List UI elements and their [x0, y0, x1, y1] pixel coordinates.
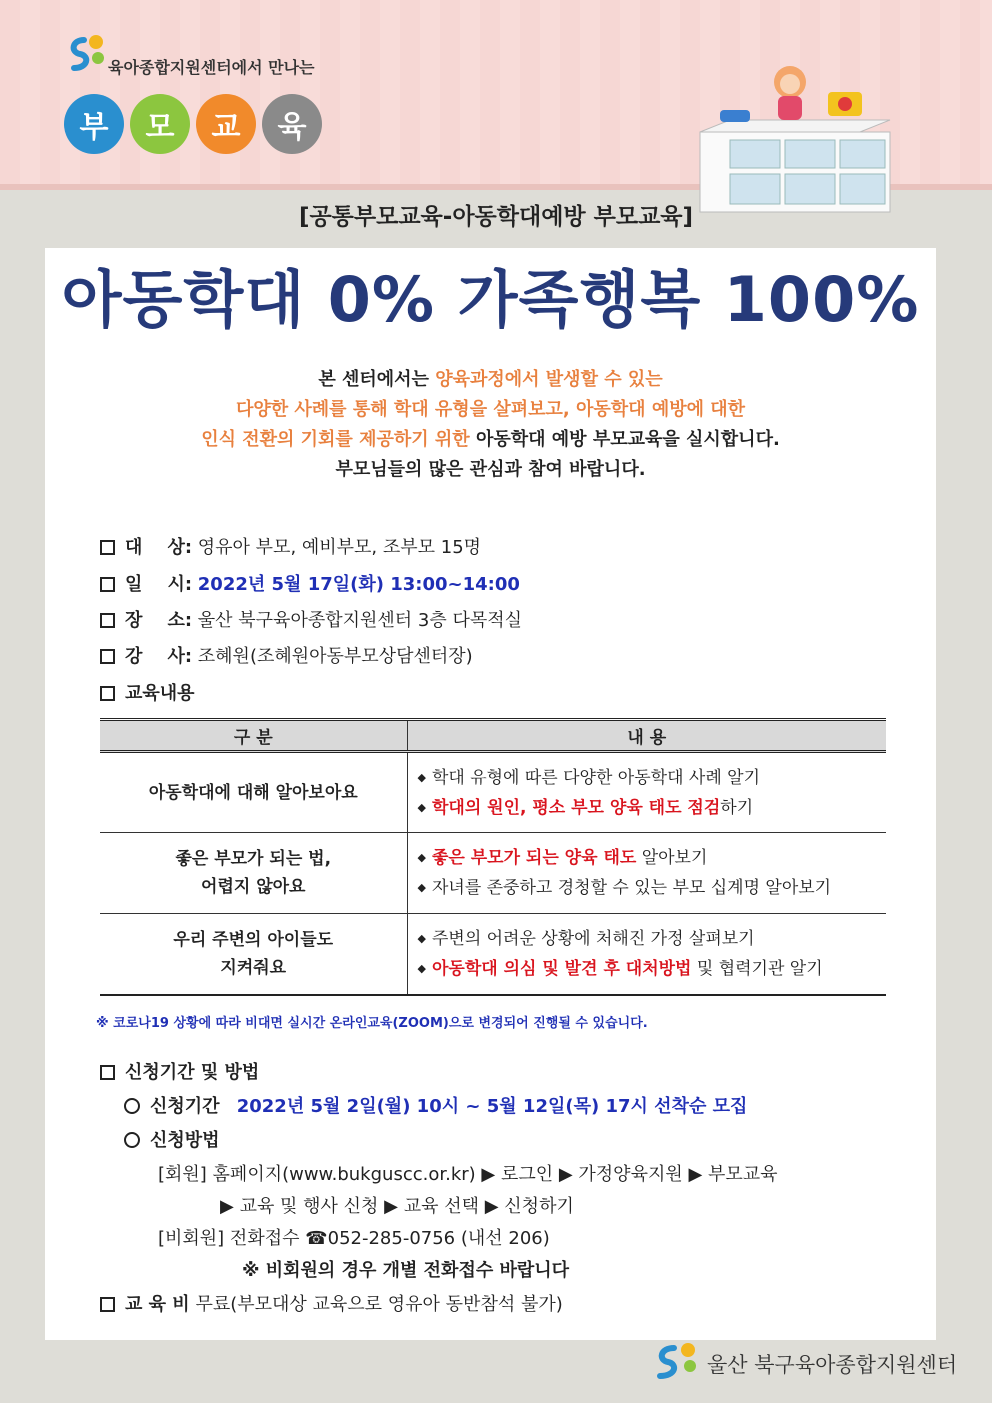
list-item: ◆ 학대의 원인, 평소 부모 양육 태도 점검하기 — [417, 797, 754, 818]
circle-bullet-icon — [124, 1098, 140, 1114]
info-place: 장 소: 울산 북구육아종합지원센터 3층 다목적실 — [100, 606, 522, 632]
apply-period: 신청기간 2022년 5월 2일(월) 10시 ~ 5월 12일(목) 17시 선착순 모집 — [124, 1092, 747, 1118]
nonmember-note: ※ 비회원의 경우 개별 전화접수 바랍니다 — [242, 1260, 570, 1281]
info-lecturer: 강 사: 조혜원(조혜원아동부모상담센터장) — [100, 642, 473, 668]
checkbox-icon — [100, 613, 115, 628]
intro-line3-black: 아동학대 예방 부모교육을 실시합니다. — [475, 429, 780, 450]
member-method-line2: ▶ 교육 및 행사 신청 ▶ 교육 선택 ▶ 신청하기 — [220, 1196, 574, 1217]
list-item: ◆ 주변의 어려운 상황에 처해진 가정 살펴보기 — [417, 928, 755, 949]
education-table — [100, 718, 886, 996]
checkbox-icon — [100, 1065, 115, 1080]
checkbox-icon — [100, 649, 115, 664]
subtitle: [공통부모교육-아동학대예방 부모교육] — [298, 204, 694, 230]
title-char-2: 모 — [130, 94, 190, 154]
row-category: 지켜줘요 — [220, 957, 287, 978]
table-row — [100, 914, 886, 995]
info-target: 대 상: 영유아 부모, 예비부모, 조부모 15명 — [100, 533, 481, 559]
checkbox-icon — [100, 540, 115, 555]
list-item: ◆ 학대 유형에 따른 다양한 아동학대 사례 알기 — [417, 767, 760, 788]
intro-line1-orange: 양육과정에서 발생할 수 있는 — [435, 369, 663, 390]
checkbox-icon — [100, 1297, 115, 1312]
nonmember-method: [비회원] 전화접수 ☎052-285-0756 (내선 206) — [158, 1228, 550, 1249]
title-circles — [64, 94, 322, 154]
info-content: 교육내용 — [100, 679, 195, 705]
footer-org-name: 울산 북구육아종합지원센터 — [707, 1353, 958, 1377]
checkbox-icon — [100, 686, 115, 701]
list-item: ◆ 좋은 부모가 되는 양육 태도 알아보기 — [417, 848, 708, 868]
table-header-category: 구 분 — [100, 720, 407, 752]
intro-line4: 부모님들의 많은 관심과 참여 바랍니다. — [335, 459, 646, 480]
intro-line2: 다양한 사례를 통해 학대 유형을 살펴보고, 아동학대 예방에 대한 — [235, 399, 746, 420]
title-char-3: 교 — [196, 94, 256, 154]
row-category: 아동학대에 대해 알아보아요 — [148, 782, 358, 803]
list-item: ◆ 아동학대 의심 및 발견 후 대처방법 및 협력기관 알기 — [417, 958, 823, 979]
logo-caption: 육아종합지원센터에서 만나는 — [108, 58, 315, 77]
member-method-line1: [회원] 홈페이지(www.bukguscc.or.kr) ▶ 로그인 ▶ 가정양육지원 ▶ 부모교육 — [158, 1164, 778, 1185]
footer-logo-icon — [650, 1340, 700, 1382]
apply-title: 신청기간 및 방법 — [100, 1058, 259, 1084]
row-category: 우리 주변의 아이들도 — [173, 929, 334, 950]
intro-line1-black: 본 센터에서는 — [318, 369, 436, 390]
table-header-content: 내 용 — [407, 720, 886, 752]
main-title: 아동학대 0% 가족행복 100% — [61, 263, 920, 336]
list-item: ◆ 자녀를 존중하고 경청할 수 있는 부모 십계명 알아보기 — [417, 878, 832, 898]
row-category: 좋은 부모가 되는 법, — [175, 849, 332, 869]
row-category: 어렵지 않아요 — [201, 877, 306, 897]
title-char-4: 육 — [262, 94, 322, 154]
checkbox-icon — [100, 577, 115, 592]
apply-method: 신청방법 — [124, 1126, 220, 1152]
toy-shelf-illustration — [690, 62, 910, 217]
intro-line3-orange: 인식 전환의 기회를 제공하기 위한 — [201, 429, 476, 450]
covid-note: ※ 코로나19 상황에 따라 비대면 실시간 온라인교육(ZOOM)으로 변경되어 진행될 수 있습니다. — [96, 1016, 648, 1031]
table-row — [100, 833, 886, 914]
center-logo-icon — [64, 32, 108, 76]
circle-bullet-icon — [124, 1132, 140, 1148]
title-char-1: 부 — [64, 94, 124, 154]
intro-text — [45, 365, 936, 485]
fee-line: 교 육 비 무료(부모대상 교육으로 영유아 동반참석 불가) — [100, 1290, 563, 1316]
table-row — [100, 752, 886, 833]
info-date: 일 시: 2022년 5월 17일(화) 13:00~14:00 — [100, 570, 520, 596]
